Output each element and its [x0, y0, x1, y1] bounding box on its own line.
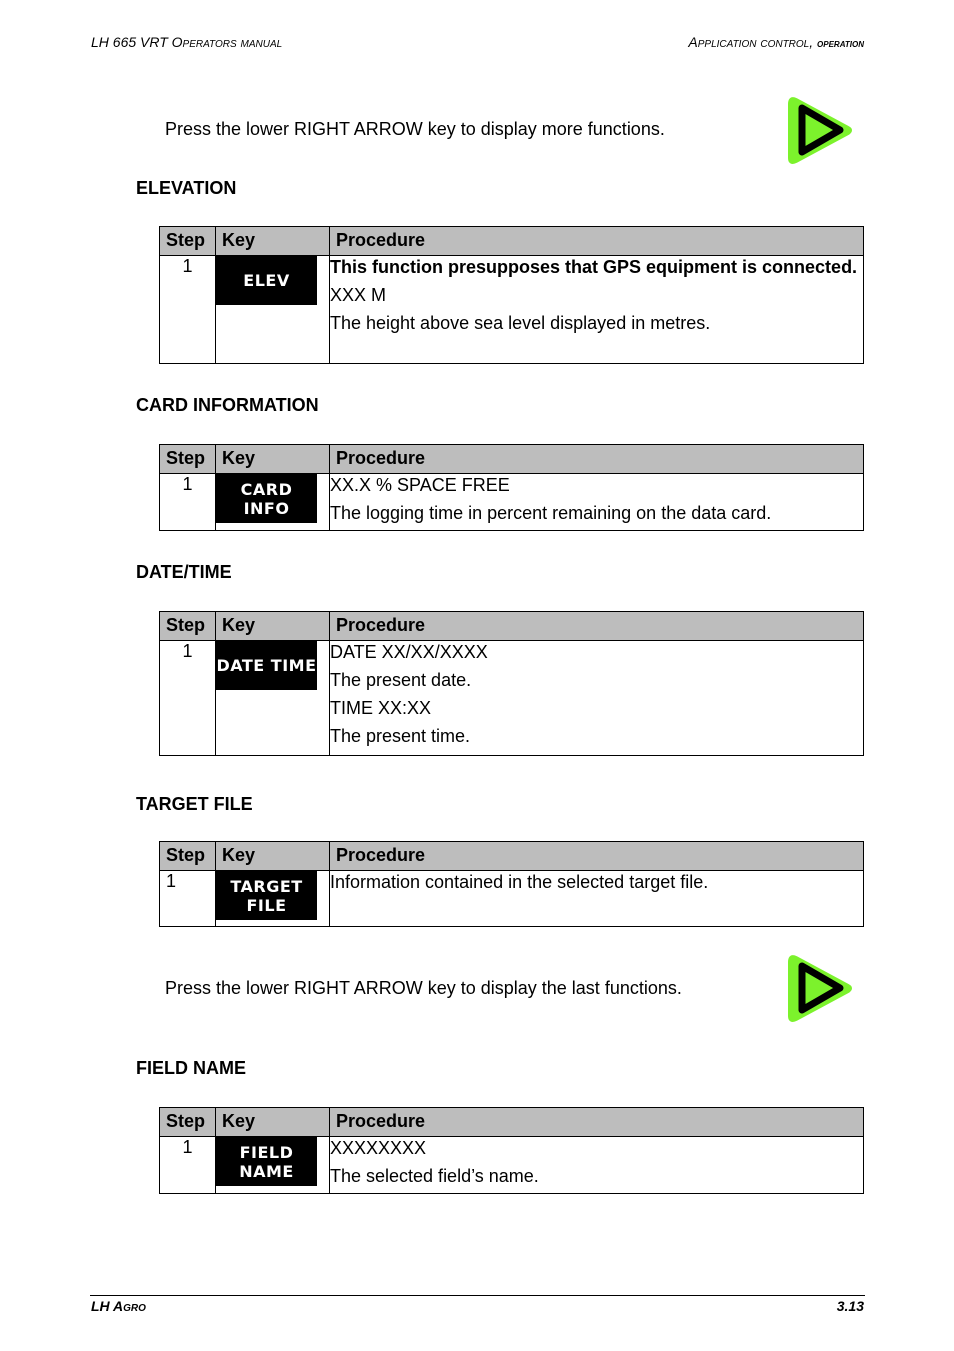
- section-title-field-name: FIELD NAME: [136, 1058, 246, 1078]
- procedure-line: The selected field’s name.: [330, 1166, 539, 1186]
- column-header-key: Key: [216, 1108, 330, 1137]
- procedure-cell: [330, 871, 864, 927]
- table-row: [160, 256, 864, 364]
- procedure-table-card-information: [159, 444, 864, 531]
- column-header-procedure: Procedure: [330, 1108, 864, 1137]
- footer-company: LH Agro: [91, 1298, 146, 1314]
- column-header-step: Step: [160, 842, 216, 871]
- section-title-elevation: ELEVATION: [136, 178, 237, 198]
- procedure-line: Information contained in the selected target file.: [330, 872, 709, 892]
- step-number: 1: [160, 641, 216, 756]
- instruction-more-functions: Press the lower RIGHT ARROW key to display more functions.: [165, 119, 665, 139]
- header-chapter-sub: operation: [817, 36, 864, 50]
- procedure-cell: [330, 474, 864, 531]
- procedure-line: The logging time in percent remaining on the data card.: [330, 503, 772, 523]
- column-header-key: Key: [216, 227, 330, 256]
- section-title-card-information: CARD INFORMATION: [136, 395, 319, 415]
- key-cell: [216, 641, 330, 756]
- table-row: [160, 641, 864, 756]
- key-cell: [216, 871, 330, 927]
- step-number: 1: [160, 1137, 216, 1194]
- table-row: [160, 474, 864, 531]
- table-header-row: [160, 1108, 864, 1137]
- date-time-key: DATE TIME: [216, 641, 317, 690]
- footer-divider: [90, 1295, 865, 1296]
- procedure-table-field-name: [159, 1107, 864, 1194]
- table-header-row: [160, 445, 864, 474]
- table-row: [160, 871, 864, 927]
- procedure-line: XX.X % SPACE FREE: [330, 475, 510, 495]
- procedure-cell: [330, 256, 864, 364]
- column-header-key: Key: [216, 445, 330, 474]
- header-chapter: [688, 34, 864, 50]
- step-number: 1: [160, 474, 216, 531]
- column-header-step: Step: [160, 612, 216, 641]
- procedure-line: TIME XX:XX: [330, 698, 432, 718]
- column-header-procedure: Procedure: [330, 842, 864, 871]
- procedure-line: DATE XX/XX/XXXX: [330, 642, 488, 662]
- procedure-line: This function presupposes that GPS equipment is connected.: [330, 257, 858, 277]
- elev-key: ELEV: [216, 256, 317, 305]
- field-name-key: FIELD NAME: [216, 1137, 317, 1186]
- column-header-key: Key: [216, 842, 330, 871]
- section-title-date-time: DATE/TIME: [136, 562, 232, 582]
- card-info-key: CARD INFO: [216, 474, 317, 523]
- procedure-table-date-time: [159, 611, 864, 756]
- key-cell: [216, 474, 330, 531]
- column-header-procedure: Procedure: [330, 227, 864, 256]
- right-arrow-key-icon: [786, 950, 858, 1026]
- header-manual-title: LH 665 VRT Operators manual: [91, 34, 283, 50]
- procedure-line: The height above sea level displayed in metres.: [330, 313, 711, 333]
- procedure-line: XXXXXXXX: [330, 1138, 427, 1158]
- step-number: 1: [160, 871, 216, 927]
- right-arrow-key-icon: [786, 92, 858, 168]
- table-row: [160, 1137, 864, 1194]
- table-header-row: [160, 227, 864, 256]
- column-header-procedure: Procedure: [330, 612, 864, 641]
- header-chapter-main: Application control,: [688, 34, 814, 50]
- key-cell: [216, 256, 330, 364]
- target-file-key: TARGET FILE: [216, 871, 317, 920]
- instruction-last-functions: Press the lower RIGHT ARROW key to display the last functions.: [165, 978, 682, 998]
- step-number: 1: [160, 256, 216, 364]
- key-cell: [216, 1137, 330, 1194]
- procedure-cell: [330, 1137, 864, 1194]
- procedure-line: XXX M: [330, 285, 387, 305]
- column-header-step: Step: [160, 227, 216, 256]
- procedure-table-elevation: [159, 226, 864, 364]
- procedure-cell: [330, 641, 864, 756]
- column-header-step: Step: [160, 445, 216, 474]
- column-header-step: Step: [160, 1108, 216, 1137]
- procedure-line: The present date.: [330, 670, 472, 690]
- table-header-row: [160, 842, 864, 871]
- procedure-line: The present time.: [330, 726, 471, 746]
- column-header-procedure: Procedure: [330, 445, 864, 474]
- column-header-key: Key: [216, 612, 330, 641]
- procedure-table-target-file: [159, 841, 864, 927]
- table-header-row: [160, 612, 864, 641]
- section-title-target-file: TARGET FILE: [136, 794, 253, 814]
- page-number: 3.13: [836, 1298, 864, 1314]
